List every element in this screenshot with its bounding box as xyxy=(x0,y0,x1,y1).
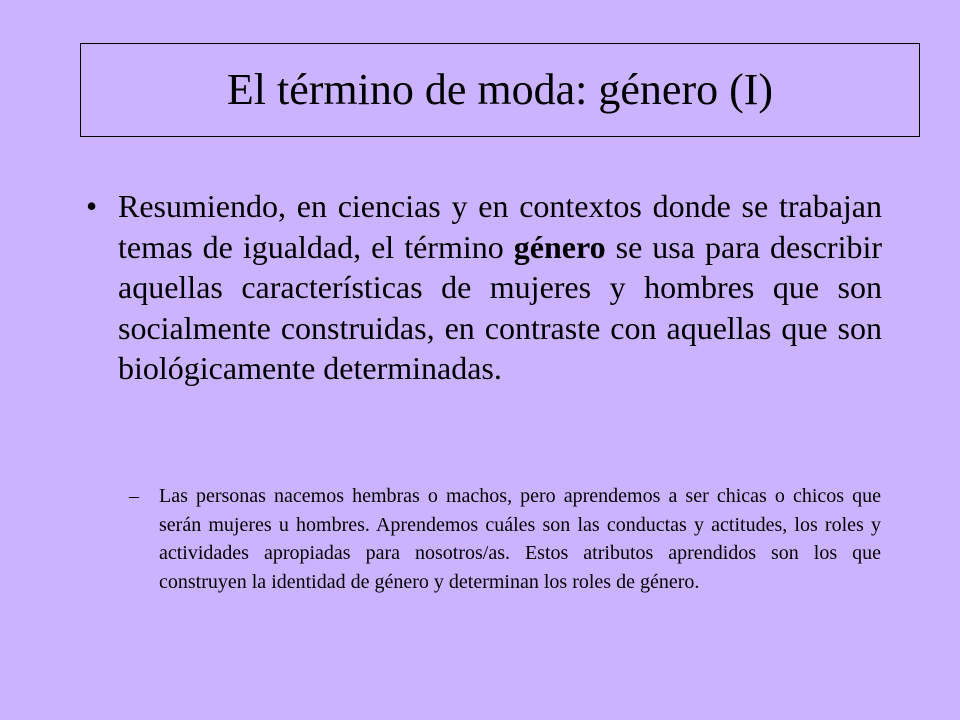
bold-term: género xyxy=(513,228,606,265)
bullet-text-end: se usa para describir aquellas características de mujeres y hombres que son socialmente construidas, en contraste con aquellas que son biológicamente determinadas. xyxy=(118,228,883,386)
title-box xyxy=(80,43,920,137)
main-bullet xyxy=(86,186,882,389)
main-bullet-text xyxy=(118,186,882,389)
sub-bullet-text: Las personas nacemos hembras o machos, pero aprendemos a ser chicas o chicos que serán mujeres u hombres. Aprendemos cuáles son las conductas y actitudes, los roles y actividades apropiadas para nosotros/as. Estos atributos aprendidos son los que construyen la identidad de género y determinan los roles de género. xyxy=(159,485,881,593)
slide-title: El término de moda: género (I) xyxy=(226,65,774,114)
sub-bullet xyxy=(129,482,881,596)
bullet-marker: • xyxy=(86,188,98,224)
bullet-text-start: Resumiendo, en ciencias y en contextos donde se trabajan temas de igualdad, el término xyxy=(118,188,882,265)
sub-bullet-marker: – xyxy=(129,485,139,507)
